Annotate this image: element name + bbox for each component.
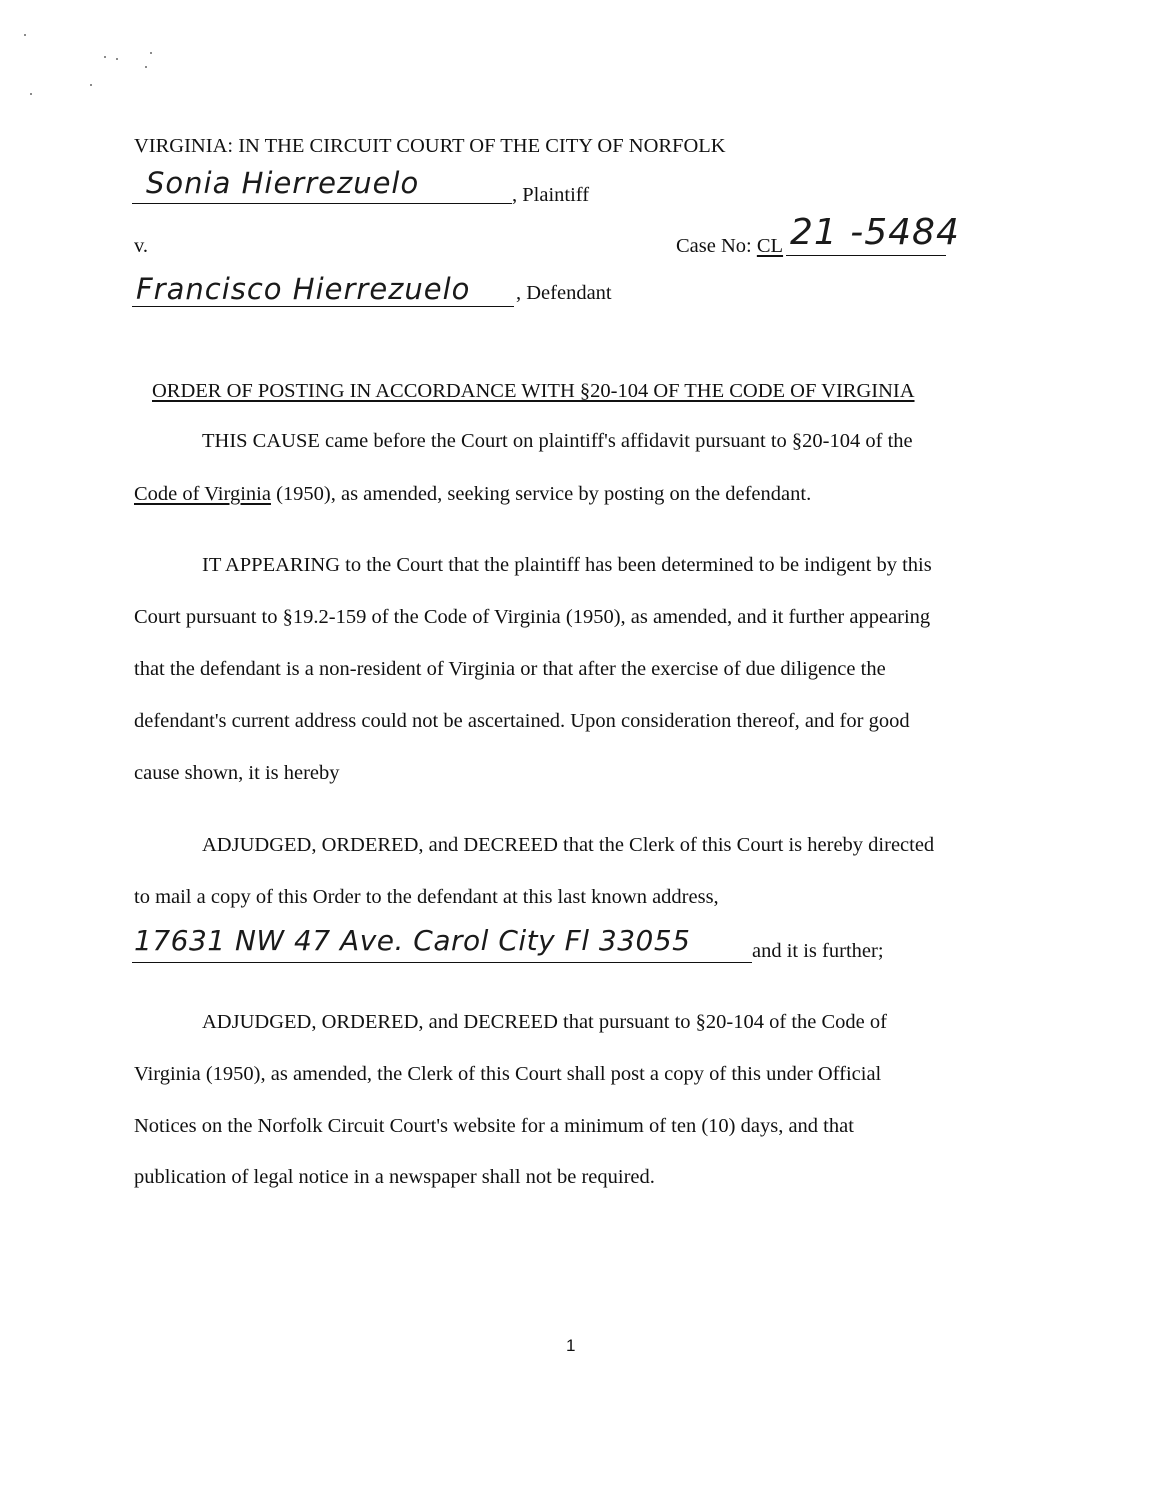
case-number-underline <box>786 255 946 256</box>
paragraph-1-line-1: THIS CAUSE came before the Court on plaintiff's affidavit pursuant to §20-104 of the <box>202 430 913 452</box>
page-number: 1 <box>566 1336 576 1355</box>
address-suffix: and it is further; <box>752 940 884 962</box>
paragraph-1-line-2 <box>134 484 811 505</box>
court-heading: VIRGINIA: IN THE CIRCUIT COURT OF THE CITY OF NORFOLK <box>134 135 726 157</box>
scan-speck <box>30 93 32 95</box>
paragraph-2-line-4: defendant's current address could not be ascertained. Upon consideration thereof, and for good <box>134 710 910 732</box>
paragraph-2-line-2: Court pursuant to §19.2-159 of the Code of Virginia (1950), as amended, and it further appearing <box>134 606 931 628</box>
plaintiff-label: , Plaintiff <box>512 184 590 206</box>
code-of-virginia-ref: Code of Virginia <box>134 483 271 505</box>
paragraph-3-line-2: to mail a copy of this Order to the defendant at this last known address, <box>134 886 719 908</box>
versus-label: v. <box>134 235 149 257</box>
paragraph-4-line-3: Notices on the Norfolk Circuit Court's website for a minimum of ten (10) days, and that <box>134 1115 854 1137</box>
address-handwritten: 17631 NW 47 Ave. Carol City Fl 33055 <box>134 924 691 957</box>
scan-speck <box>145 66 147 68</box>
paragraph-3-line-1: ADJUDGED, ORDERED, and DECREED that the Clerk of this Court is hereby directed <box>202 834 935 856</box>
paragraph-4-line-2: Virginia (1950), as amended, the Clerk of this Court shall post a copy of this under Official <box>134 1063 882 1085</box>
scan-speck <box>104 56 106 58</box>
paragraph-1-line-2-rest: (1950), as amended, seeking service by posting on the defendant. <box>270 483 812 505</box>
paragraph-4-line-4: publication of legal notice in a newspaper shall not be required. <box>134 1166 655 1188</box>
paragraph-2-line-3: that the defendant is a non-resident of Virginia or that after the exercise of due diligence the <box>134 658 886 680</box>
order-title: ORDER OF POSTING IN ACCORDANCE WITH §20-104 OF THE CODE OF VIRGINIA <box>152 380 915 402</box>
defendant-name-handwritten: Francisco Hierrezuelo <box>136 272 471 306</box>
paragraph-4-line-1: ADJUDGED, ORDERED, and DECREED that pursuant to §20-104 of the Code of <box>202 1011 887 1033</box>
defendant-name-underline <box>132 306 514 307</box>
scan-speck <box>90 84 92 86</box>
plaintiff-name-underline <box>132 203 512 204</box>
address-underline <box>132 962 752 963</box>
case-number-label <box>676 236 783 257</box>
scan-speck <box>116 58 118 60</box>
plaintiff-name-handwritten: Sonia Hierrezuelo <box>146 166 420 200</box>
scan-speck <box>24 34 26 36</box>
case-no-text: Case No: <box>676 235 757 257</box>
case-prefix: CL <box>756 235 784 257</box>
paragraph-2-line-5: cause shown, it is hereby <box>134 762 340 784</box>
paragraph-2-line-1: IT APPEARING to the Court that the plaintiff has been determined to be indigent by this <box>202 554 932 576</box>
scan-speck <box>150 52 152 54</box>
case-number-handwritten: 21 -5484 <box>790 212 960 253</box>
defendant-label: , Defendant <box>516 282 612 304</box>
